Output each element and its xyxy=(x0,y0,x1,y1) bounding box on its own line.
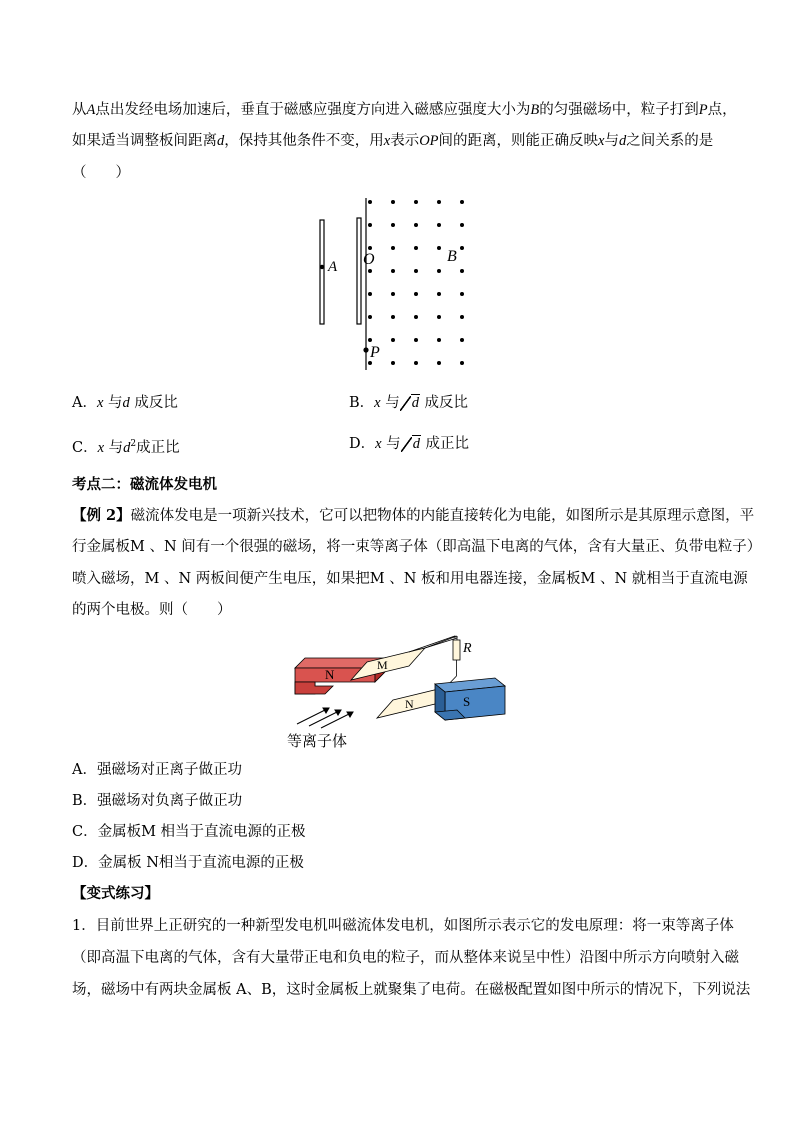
field-dot xyxy=(368,246,372,250)
q1-line-2: 如果适当调整板间距离d，保持其他条件不变，用x表示OP间的距离，则能正确反映x与d之间关系的是 xyxy=(72,133,714,149)
field-dot xyxy=(460,338,464,342)
q1-figure xyxy=(300,190,490,375)
field-dot xyxy=(414,361,418,365)
point-a-dot xyxy=(320,265,324,269)
field-dot xyxy=(391,269,395,273)
plate-n-label: N xyxy=(405,697,414,711)
field-dot xyxy=(414,315,418,319)
label-a: A xyxy=(328,259,338,275)
ex2-line-2: 行金属板M 、N 间有一个很强的磁场，将一束等离子体（即高温下电离的气体，含有大量正、负带电粒子） xyxy=(72,539,762,555)
practice-title: 【变式练习】 xyxy=(72,885,159,902)
plasma-caption: 等离子体 xyxy=(287,734,348,750)
field-dot xyxy=(437,315,441,319)
field-dot xyxy=(368,200,372,204)
label-b: B xyxy=(447,248,457,265)
ex2-option-a[interactable]: A．强磁场对正离子做正功 xyxy=(72,762,242,778)
field-dot xyxy=(414,269,418,273)
field-dot xyxy=(460,315,464,319)
ex2-line-4: 的两个电极。则（ ） xyxy=(72,602,232,618)
field-dot xyxy=(460,246,464,250)
section-title: 考点二：磁流体发电机 xyxy=(72,476,217,493)
field-dot xyxy=(391,292,395,296)
field-dot xyxy=(414,246,418,250)
ex2-option-d[interactable]: D．金属板 N相当于直流电源的正极 xyxy=(72,855,304,871)
field-dot xyxy=(460,292,464,296)
q1-blank: （ ） xyxy=(72,165,130,181)
plate-m-label: M xyxy=(377,658,388,672)
field-dot xyxy=(460,361,464,365)
field-dot xyxy=(460,269,464,273)
field-dot xyxy=(437,361,441,365)
field-dot xyxy=(368,361,372,365)
field-dot xyxy=(414,223,418,227)
practice-line-1: 1．目前世界上正研究的一种新型发电机叫磁流体发电机，如图所示表示它的发电原理：将一束等离子体 xyxy=(72,918,734,934)
sqrt-d: d xyxy=(401,434,421,454)
resistor xyxy=(453,640,460,660)
field-dot xyxy=(437,200,441,204)
field-dot xyxy=(391,361,395,365)
ex2-option-c[interactable]: C．金属板M 相当于直流电源的正极 xyxy=(72,824,306,840)
field-dot xyxy=(368,269,372,273)
magnet-n-label: N xyxy=(325,667,335,682)
plate-a xyxy=(320,220,324,324)
magnetic-field-dots xyxy=(368,200,464,365)
field-dot xyxy=(391,223,395,227)
point-p-dot xyxy=(363,347,368,352)
field-dot xyxy=(414,200,418,204)
field-dot xyxy=(391,200,395,204)
field-dot xyxy=(368,223,372,227)
practice-line-2: （即高温下电离的气体，含有大量带正电和负电的粒子，而从整体来说呈中性）沿图中所示方向喷射入磁 xyxy=(72,950,739,966)
ex2-figure xyxy=(285,628,525,756)
magnet-s-label: S xyxy=(463,694,471,709)
field-dot xyxy=(391,315,395,319)
resistor-label: R xyxy=(463,641,472,656)
field-dot xyxy=(414,338,418,342)
plate-o xyxy=(357,218,361,324)
field-dot xyxy=(437,246,441,250)
field-dot xyxy=(437,269,441,273)
sqrt-d: d xyxy=(400,393,420,413)
field-dot xyxy=(368,292,372,296)
q1-option-b[interactable]: B．x 与 d 成反比 xyxy=(349,395,469,411)
ex2-option-b[interactable]: B．强磁场对负离子做正功 xyxy=(72,793,243,809)
ex2-line-3: 喷入磁场，M 、N 两板间便产生电压，如果把M 、N 板和用电器连接，金属板M 、N 就相当于直流电源 xyxy=(72,571,748,587)
field-dot xyxy=(368,338,372,342)
ex2-line-1: 【例 2】磁流体发电是一项新兴技术，它可以把物体的内能直接转化为电能，如图所示是其原理示意图，平 xyxy=(72,507,755,524)
q1-option-c[interactable]: C．x 与$d^2$成正比 xyxy=(72,439,180,456)
field-dot xyxy=(460,223,464,227)
field-dot xyxy=(391,338,395,342)
field-dot xyxy=(414,292,418,296)
label-o: O xyxy=(363,251,375,268)
field-dot xyxy=(391,246,395,250)
q1-option-a[interactable]: A．x 与d 成反比 xyxy=(72,395,178,411)
label-p: P xyxy=(370,344,380,361)
wire-top xyxy=(409,636,455,652)
plasma-arrows xyxy=(297,708,353,728)
q1-option-d[interactable]: D．x 与 d 成正比 xyxy=(349,436,470,452)
field-dot xyxy=(368,315,372,319)
field-dot xyxy=(460,200,464,204)
q1-line-1: 从A点出发经电场加速后，垂直于磁感应强度方向进入磁感应强度大小为B的匀强磁场中，粒子打到P点， xyxy=(72,102,737,118)
field-dot xyxy=(437,338,441,342)
practice-line-3: 场，磁场中有两块金属板 A、B，这时金属板上就聚集了电荷。在磁极配置如图中所示的情况下，下列说法 xyxy=(72,982,751,998)
field-dot xyxy=(437,223,441,227)
field-dot xyxy=(437,292,441,296)
